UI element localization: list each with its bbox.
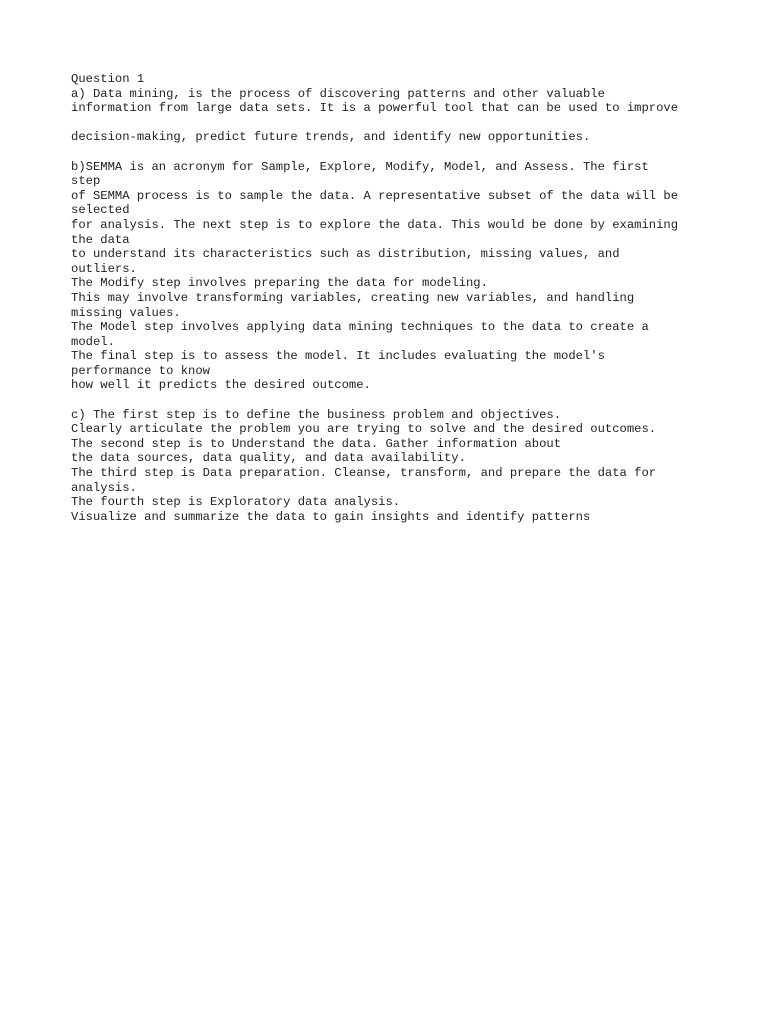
- question-heading: Question 1: [71, 72, 145, 86]
- text-line: how well it predicts the desired outcome.: [71, 378, 371, 393]
- text-line: Clearly articulate the problem you are trying to solve and the desired outcomes.: [71, 422, 657, 437]
- document-body: [71, 72, 751, 524]
- text-line: Visualize and summarize the data to gain insights and identify patterns: [71, 509, 591, 524]
- text-line: b)SEMMA is an acronym for Sample, Explore, Modify, Model, and Assess. The first: [71, 159, 649, 174]
- blank-line: [71, 116, 751, 131]
- text-line: step: [71, 174, 101, 189]
- text-line: The second step is to Understand the data. Gather information about: [71, 436, 562, 451]
- text-line: The final step is to assess the model. It includes evaluating the model's: [71, 349, 605, 364]
- text-line: to understand its characteristics such as distribution, missing values, and: [71, 247, 620, 262]
- text-line: the data sources, data quality, and data availability.: [71, 451, 466, 466]
- text-line: The Modify step involves preparing the data for modeling.: [71, 276, 488, 291]
- text-line: analysis.: [71, 480, 137, 495]
- text-line: for analysis. The next step is to explore the data. This would be done by examining: [71, 217, 679, 232]
- text-line: c) The first step is to define the business problem and objectives.: [71, 407, 562, 422]
- text-line: missing values.: [71, 305, 181, 320]
- text-line: The Model step involves applying data mining techniques to the data to create a: [71, 320, 649, 335]
- text-line: selected: [71, 203, 130, 218]
- text-line: decision-making, predict future trends, and identify new opportunities.: [71, 130, 591, 145]
- text-line: The third step is Data preparation. Cleanse, transform, and prepare the data for: [71, 466, 657, 481]
- text-line: a) Data mining, is the process of discovering patterns and other valuable: [71, 86, 605, 101]
- text-line: This may involve transforming variables, creating new variables, and handling: [71, 290, 635, 305]
- text-line: the data: [71, 232, 130, 247]
- text-line: model.: [71, 334, 115, 349]
- text-line: information from large data sets. It is a powerful tool that can be used to improve: [71, 101, 679, 116]
- text-line: of SEMMA process is to sample the data. A representative subset of the data will be: [71, 188, 679, 203]
- text-line: performance to know: [71, 363, 210, 378]
- blank-line: [71, 393, 751, 408]
- text-line: The fourth step is Exploratory data analysis.: [71, 495, 401, 510]
- blank-line: [71, 145, 751, 160]
- text-line: outliers.: [71, 261, 137, 276]
